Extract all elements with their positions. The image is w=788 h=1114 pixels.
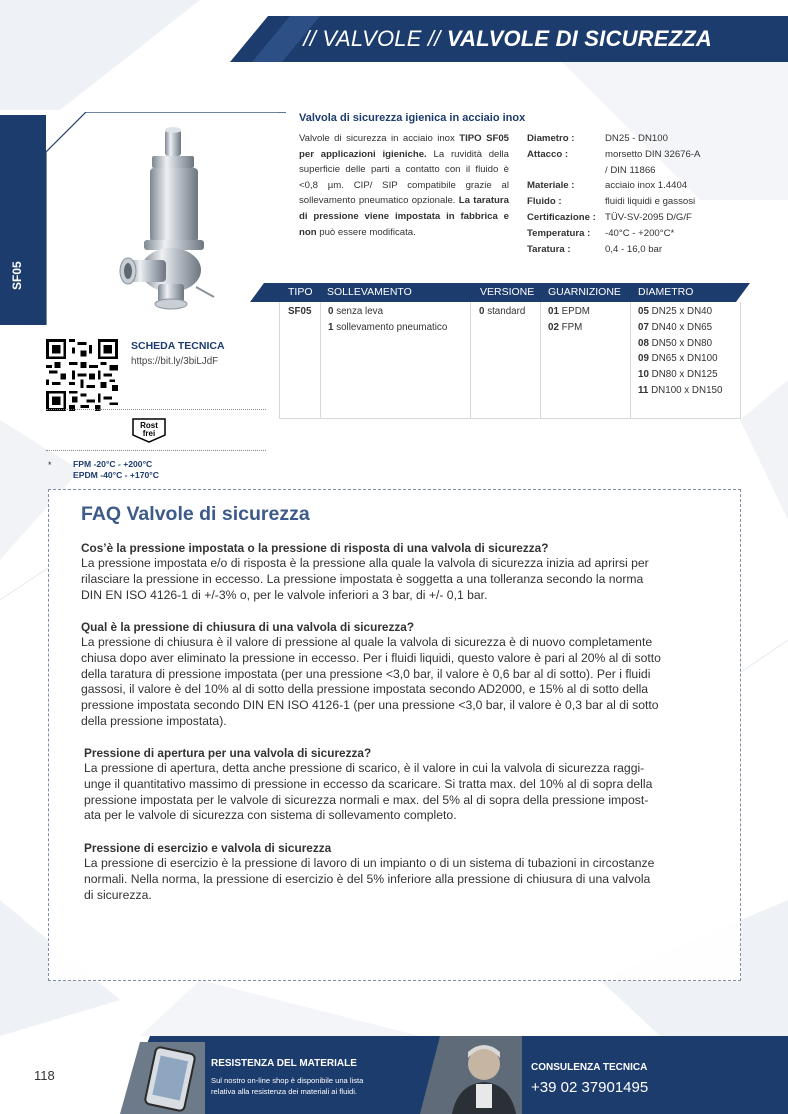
spec-row: Taratura : 0,4 - 16,0 bar (527, 243, 663, 255)
side-tab-code: SF05 (10, 261, 24, 290)
footer-banner (0, 1036, 788, 1114)
side-tab (0, 115, 46, 325)
table-header-sollevamento: SOLLEVAMENTO (327, 286, 412, 298)
spec-row: Fluido : fluidi liquidi e gassosi (527, 196, 696, 208)
page-title (303, 26, 712, 52)
technical-sheet-title: SCHEDA TECNICA (131, 340, 225, 352)
divider (46, 409, 266, 410)
table-cell-guarnizione: 01 EPDM 02 FPM (548, 306, 590, 333)
table-header-tipo: TIPO (288, 286, 313, 298)
faq-answer: La pressione di esercizio è la pressione di lavoro di un impianto o di un sistema di tubazioni in circostanze normali. Nella norma, la pressione di esercizio è del 5% inferiore alla pressione di chiusura di una valvola di sicurezza. (84, 856, 655, 902)
consulting-phone[interactable]: +39 02 37901495 (531, 1079, 649, 1096)
page-number: 118 (34, 1068, 55, 1083)
qr-code-icon[interactable] (46, 339, 118, 411)
table-header-diametro: DIAMETRO (638, 286, 694, 298)
footnote-text: FPM -20°C - +200°C EPDM -40°C - +170°C (73, 459, 159, 480)
consulting-title: CONSULENZA TECNICA (531, 1062, 648, 1073)
svg-text:Rost: Rost (140, 421, 158, 430)
svg-text:frei: frei (142, 429, 156, 438)
faq-question: Pressione di apertura per una valvola di sicurezza? (84, 746, 372, 760)
faq-answer: La pressione di apertura, detta anche pressione di scarico, è il valore in cui la valvola di sicurezza raggi- unge il quantitativo massimo di pressione in eccesso da scaricare. Si tratta max. del 10% al di sopra della pressione impostata per le valvole di sicurezza normali e max. del 5% al di sopra della pressione impost- ata per le valvole di sicurezza con sistema di sollevamento completo. (84, 761, 653, 823)
technical-sheet-link[interactable]: https://bit.ly/3biLJdF (131, 356, 219, 367)
faq-answer: La pressione di chiusura è il valore di pressione al quale la valvola di sicurezza è di nuovo completamente chiusa dopo aver eliminato la pressione in eccesso. Per i fluidi liquidi, questo valore è pari al 20% al di sotto della taratura di pressione impostata (per una pressione <3,0 bar, il valore è 0,6 bar al di sotto). Per i fluidi gassosi, il valore è del 10% al di sotto della pressione impostata secondo AD2000, e 15% al di sotto della pressione impostata secondo DIN EN ISO 4126-1 (per una pressione <3,0 bar, il valore è 0,3 bar al di sotto della pressione impostata). (81, 635, 661, 728)
product-description: Valvole di sicurezza in acciaio inox TIPO SF05 per applicazioni igieniche. La ruvidità della superficie delle parti a contatto con il fluido è <0,8 µm. CIP/ SIP compatibile grazie al sollevamento pneumatico opzionale. La taratura di pressione viene impostata in fabbrica e non può essere modificata. (299, 133, 509, 238)
product-specs (527, 131, 700, 257)
spec-row: Diametro : DN25 - DN100 (527, 133, 668, 144)
product-title: Valvola di sicurezza igienica in acciaio inox (299, 112, 526, 124)
faq-question: Cos’è la pressione impostata o la pressione di risposta di una valvola di sicurezza? (81, 541, 549, 555)
material-resistance-title: RESISTENZA DEL MATERIALE (211, 1058, 357, 1069)
section-title: VALVOLE DI SICUREZZA (446, 26, 712, 51)
rost-frei-badge-icon (131, 417, 167, 443)
table-cell-tipo: SF05 (288, 306, 312, 317)
material-resistance-text: Sul nostro on-line shop è disponibile una lista relativa alla resistenza dei materiali ai fluidi. (211, 1076, 364, 1096)
spec-row: / DIN 11866 (605, 164, 656, 176)
faq-title: FAQ Valvole di sicurezza (81, 503, 310, 525)
faq-answer: La pressione impostata e/o di risposta è la pressione alla quale la valvola di sicurezza inizia ad aprirsi per rilasciare la pressione in eccesso. La pressione impostata è soggetta a una tolleranza secondo la norma DIN EN ISO 4126-1 di +/-3% o, per le valvole inferiori a 3 bar, di +/- 0,1 bar. (81, 556, 649, 602)
faq-question: Qual è la pressione di chiusura di una valvola di sicurezza? (81, 620, 415, 634)
table-cell-versione: 0 standard (479, 306, 526, 317)
category-label: // VALVOLE // (303, 26, 447, 51)
faq-question: Pressione di esercizio e valvola di sicurezza (84, 841, 332, 855)
spec-row: Certificazione : TÜV-SV-2095 D/G/F (527, 211, 692, 223)
table-cell-diametro: 05 DN25 x DN40 07 DN40 x DN65 08 DN50 x DN80 09 DN65 x DN100 10 DN80 x DN125 11 DN100 x DN150 (638, 306, 723, 396)
table-header-versione: VERSIONE (480, 286, 535, 298)
spec-row: Temperatura : -40°C - +200°C* (527, 227, 675, 239)
table-cell-sollevamento: 0 senza leva 1 sollevamento pneumatico (328, 306, 448, 333)
table-header-guarnizione: GUARNIZIONE (548, 286, 621, 298)
spec-row: Materiale : acciaio inox 1.4404 (527, 180, 688, 192)
spec-row: Attacco : morsetto DIN 32676-A (527, 148, 701, 160)
divider (46, 450, 266, 451)
footnote-marker: * (48, 460, 52, 470)
